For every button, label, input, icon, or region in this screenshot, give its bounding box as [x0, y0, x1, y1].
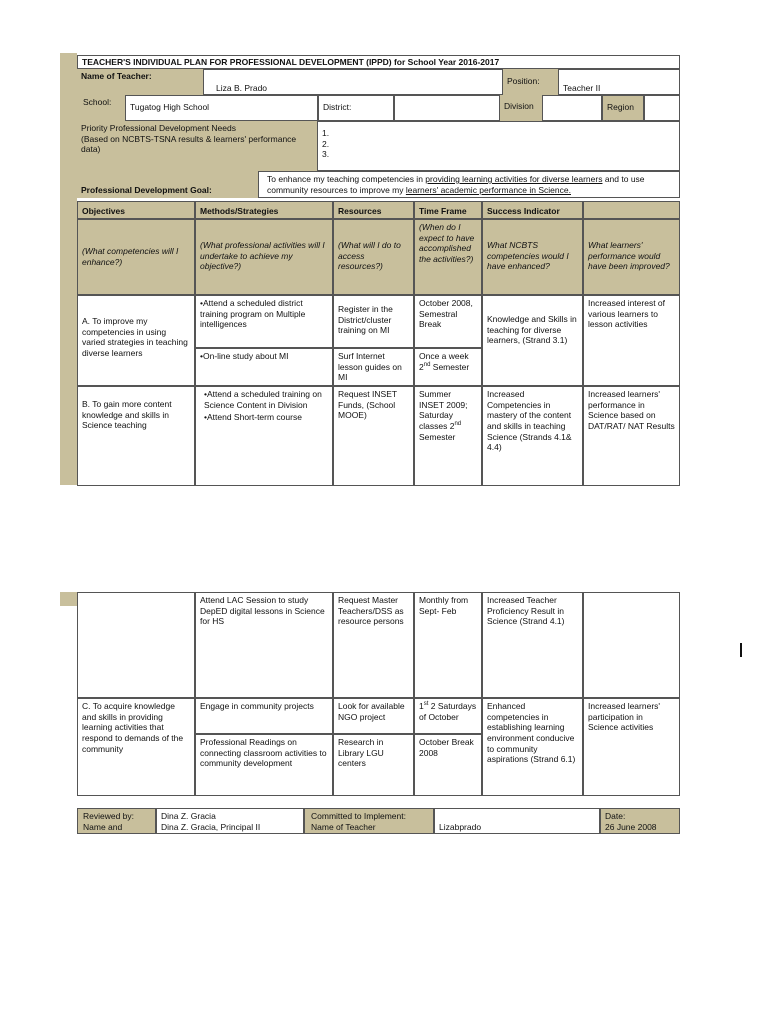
goal-text	[258, 171, 680, 198]
school-value: Tugatog High School	[125, 95, 318, 121]
header-resources: Resources	[333, 201, 414, 219]
row-b2-success: Increased Teacher Proficiency Result in Science (Strand 4.1)	[482, 592, 583, 698]
row-a-resource-1: Register in the District/cluster training on MI	[333, 295, 414, 348]
priority-needs-label: Priority Professional Development Needs (Based on NCBTS-TSNA results & learners' performance data)	[77, 121, 317, 171]
row-a-time-1: October 2008, Semestral Break	[414, 295, 482, 348]
row-c-time-1-sup: st	[423, 701, 429, 708]
subheader-resources: (What will I do to access resources?)	[333, 219, 414, 295]
row-c-learners: Increased learners' participation in Science activities	[583, 698, 680, 796]
district-label: District:	[318, 95, 394, 121]
row-b-method-2: • Attend Short-term course	[204, 412, 328, 423]
row-a-time-2	[414, 348, 482, 386]
row-c-time-1	[414, 698, 482, 734]
region-value	[644, 95, 680, 121]
subheader-time-frame: (When do I expect to have accomplished the activities?)	[414, 219, 482, 295]
date-field	[600, 808, 680, 834]
name-value: Liza B. Prado	[216, 83, 268, 93]
row-c-success: Enhanced competencies in establishing learning environment conducive to community aspirations (Strand 6.1)	[482, 698, 583, 796]
row-b-methods	[195, 386, 333, 486]
date-value: 26 June 2008	[605, 821, 657, 832]
header-time-frame: Time Frame	[414, 201, 482, 219]
row-c-time-2: October Break 2008	[414, 734, 482, 796]
header-success-indicator: Success Indicator	[482, 201, 583, 219]
row-a-time-2-rest: Semester	[430, 361, 470, 372]
header-blank	[583, 201, 680, 219]
row-a-method-1	[195, 295, 333, 348]
subheader-objectives: (What competencies will I enhance?)	[77, 219, 195, 295]
priority-needs-list	[317, 121, 680, 171]
position-label: Position:	[503, 69, 558, 95]
text-cursor-mark	[740, 643, 742, 657]
goal-text-underlined: providing learning activities for diverse learners	[425, 174, 603, 184]
reviewer-name: Dina Z. Gracia	[161, 811, 216, 821]
district-value	[394, 95, 500, 121]
row-a-success: Knowledge and Skills in teaching for diverse learners, (Strand 3.1)	[482, 295, 583, 386]
goal-text-part: and to use community resources to improve my	[267, 174, 645, 195]
reviewer-field	[156, 808, 304, 834]
subheader-learners: What learners' performance would have been improved?	[583, 219, 680, 295]
row-b-method-1: • Attend a scheduled training on Science Content in Division	[204, 389, 328, 410]
row-b2-time: Monthly from Sept- Feb	[414, 592, 482, 698]
row-b-time-text: Summer INSET 2009; Saturday classes 2	[419, 389, 468, 431]
division-value	[542, 95, 602, 121]
row-b-success: Increased Competencies in mastery of the content and skills in teaching Science (Strands 4.1& 4.4)	[482, 386, 583, 486]
position-value: Teacher II	[558, 69, 680, 95]
name-field	[203, 69, 503, 95]
region-label: Region	[602, 95, 644, 121]
row-c-objective: C. To acquire knowledge and skills in providing learning activities that respond to demands of the community	[77, 698, 195, 796]
teacher-signature	[434, 808, 600, 834]
subheader-methods: (What professional activities will I undertake to achieve my objective?)	[195, 219, 333, 295]
row-b2-objective	[77, 592, 195, 698]
row-a-resource-2: Surf Internet lesson guides on MI	[333, 348, 414, 386]
row-c-resource-2: Research in Library LGU centers	[333, 734, 414, 796]
row-c-time-1-rest: 2 Saturdays of October	[419, 701, 477, 722]
goal-text-underlined: learners' academic performance in Science.	[405, 184, 571, 195]
row-b-resource: Request INSET Funds, (School MOOE)	[333, 386, 414, 486]
date-label: Date:	[605, 811, 626, 821]
reviewed-by-label: Reviewed by: Name and	[77, 808, 156, 834]
priority-item: 2.	[322, 138, 330, 149]
row-b-learners: Increased learners' performance in Science based on DAT/RAT/ NAT Results	[583, 386, 680, 486]
row-b-time	[414, 386, 482, 486]
left-margin-bar-bottom	[60, 592, 77, 606]
reviewer-name-title: Dina Z. Gracia, Principal II	[161, 821, 261, 832]
row-a-time-2-text: Once a week 2	[419, 351, 469, 372]
row-c-method-1: Engage in community projects	[195, 698, 333, 734]
row-b2-learners	[583, 592, 680, 698]
header-methods: Methods/Strategies	[195, 201, 333, 219]
row-b-time-rest: Semester	[419, 431, 456, 442]
teacher-signature-text: Lizabprado	[439, 822, 482, 832]
priority-item: 3.	[322, 149, 330, 160]
left-margin-bar-top	[60, 53, 77, 485]
subheader-success: What NCBTS competencies would I have enhanced?	[482, 219, 583, 295]
row-b2-resource: Request Master Teachers/DSS as resource persons	[333, 592, 414, 698]
row-a-method-2	[195, 348, 333, 386]
goal-label: Professional Development Goal:	[77, 171, 258, 198]
row-c-resource-1: Look for available NGO project	[333, 698, 414, 734]
school-label: School:	[77, 95, 125, 121]
goal-text-part: To enhance my teaching competencies in	[267, 174, 426, 184]
row-b-objective: B. To gain more content knowledge and skills in Science teaching	[77, 386, 195, 486]
row-b2-method: Attend LAC Session to study DepED digital lessons in Science for HS	[195, 592, 333, 698]
row-a-learners: Increased interest of various learners to lesson activities	[583, 295, 680, 386]
row-a-method-2-text: • On-line study about MI	[200, 351, 289, 361]
row-a-time-2-sup: nd	[423, 361, 431, 368]
priority-item: 1.	[322, 128, 330, 138]
committed-label: Committed to Implement: Name of Teacher	[304, 808, 434, 834]
row-b-time-sup: nd	[454, 421, 462, 428]
header-objectives: Objectives	[77, 201, 195, 219]
document-title: TEACHER'S INDIVIDUAL PLAN FOR PROFESSIONAL DEVELOPMENT (IPPD) for School Year 2016-2017	[77, 55, 680, 69]
row-c-time-1-text: 1	[419, 701, 424, 711]
row-a-method-1-text: • Attend a scheduled district training program on Multiple intelligences	[200, 298, 305, 329]
division-label: Division	[500, 95, 542, 121]
name-label: Name of Teacher:	[77, 69, 203, 95]
row-c-method-2: Professional Readings on connecting classroom activities to community development	[195, 734, 333, 796]
row-a-objective: A. To improve my competencies in using varied strategies in teaching diverse learners	[77, 295, 195, 386]
